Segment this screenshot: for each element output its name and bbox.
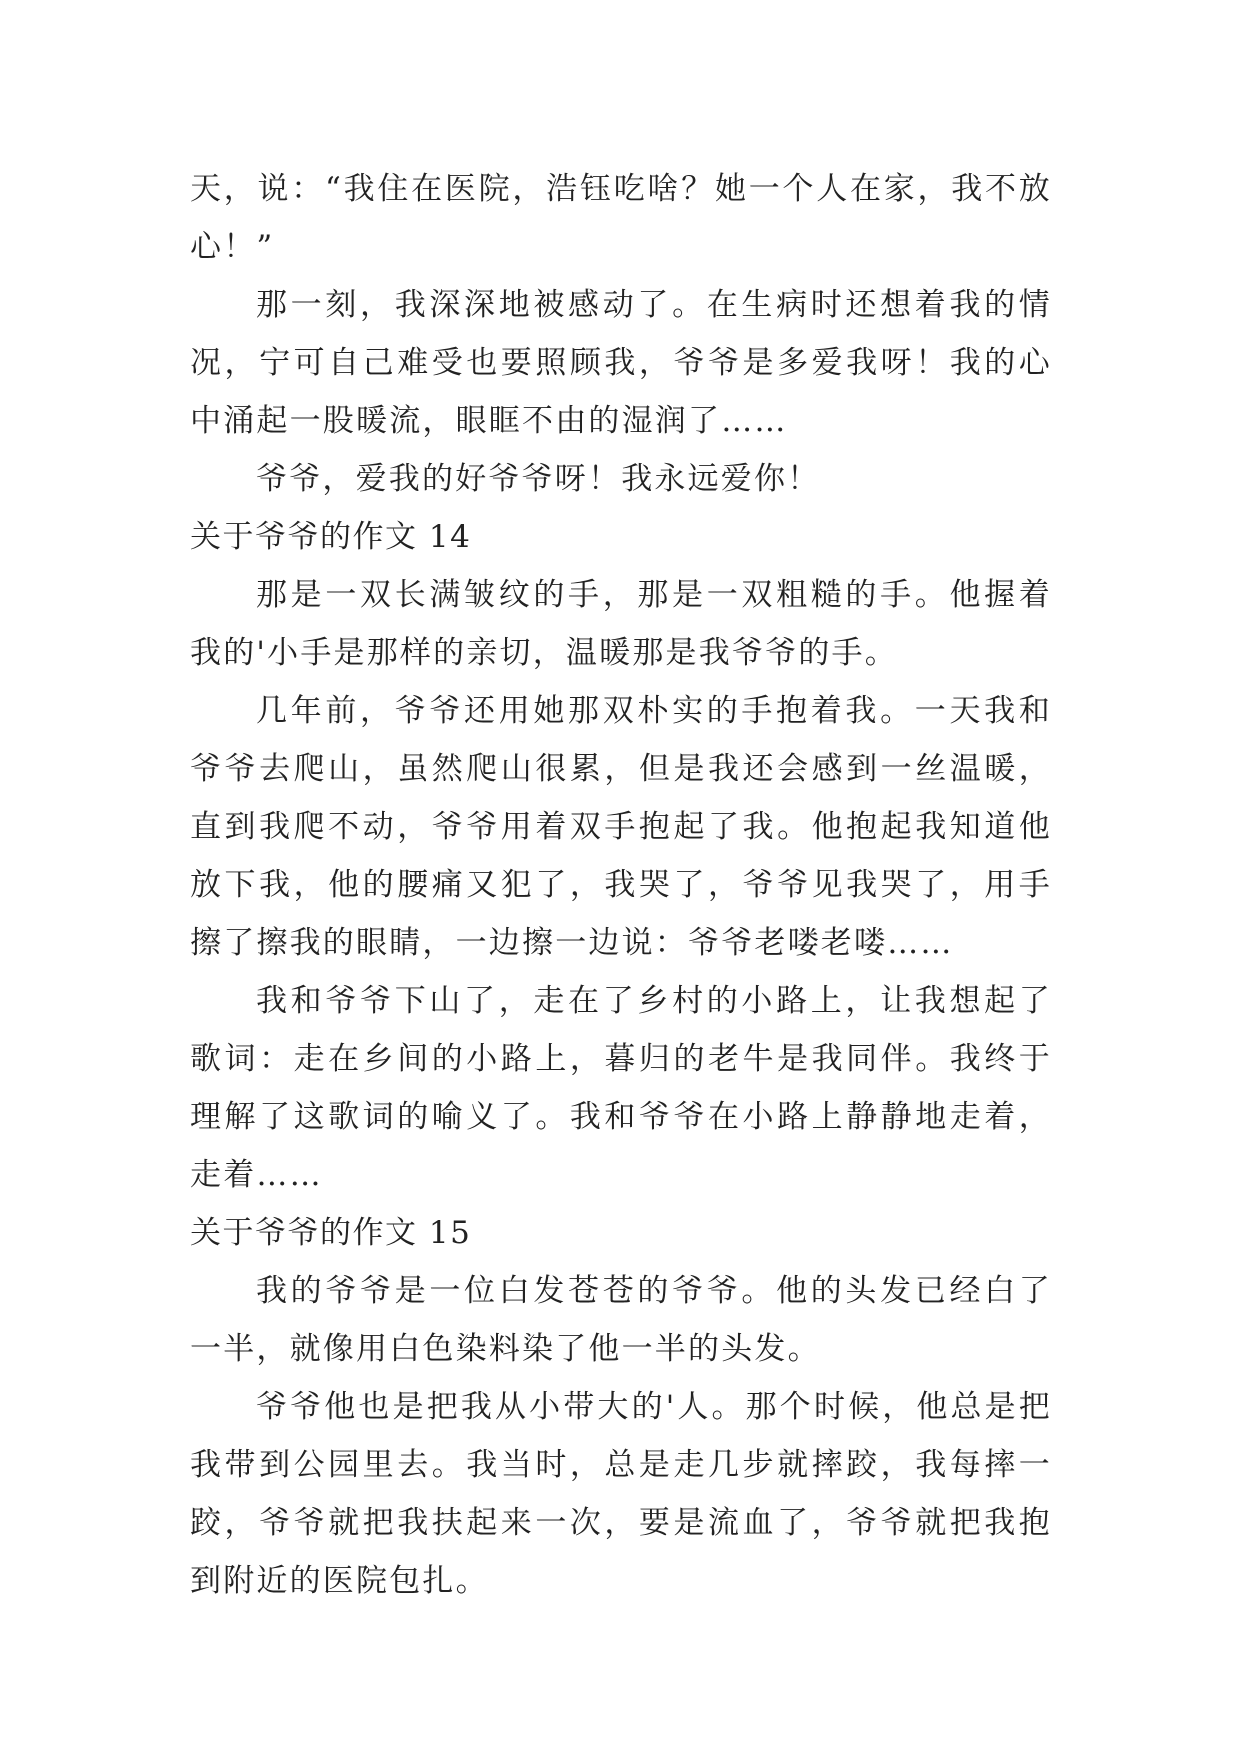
document-body (190, 160, 1052, 1610)
paragraph: 天，说：“我住在医院，浩钰吃啥？她一个人在家，我不放心！” (190, 171, 1052, 265)
paragraph: 爷爷他也是把我从小带大的'人。那个时候，他总是把我带到公园里去。我当时，总是走几步就摔跤，我每摔一跤，爷爷就把我扶起来一次，要是流血了，爷爷就把我抱到附近的医院包扎。 (190, 1389, 1052, 1599)
paragraph: 那是一双长满皱纹的手，那是一双粗糙的手。他握着我的'小手是那样的亲切，温暖那是我爷爷的手。 (190, 577, 1052, 671)
paragraph: 爷爷，爱我的好爷爷呀！我永远爱你！ (256, 461, 821, 497)
paragraph: 我的爷爷是一位白发苍苍的爷爷。他的头发已经白了一半，就像用白色染料染了他一半的头发。 (190, 1273, 1052, 1367)
paragraph: 几年前，爷爷还用她那双朴实的手抱着我。一天我和爷爷去爬山，虽然爬山很累，但是我还会感到一丝温暖，直到我爬不动，爷爷用着双手抱起了我。他抱起我知道他放下我，他的腰痛又犯了，我哭了，爷爷见我哭了，用手擦了擦我的眼睛，一边擦一边说：爷爷老喽老喽…… (190, 693, 1052, 961)
paragraph: 我和爷爷下山了，走在了乡村的小路上，让我想起了歌词：走在乡间的小路上，暮归的老牛是我同伴。我终于理解了这歌词的喻义了。我和爷爷在小路上静静地走着，走着…… (190, 983, 1052, 1193)
paragraph: 那一刻，我深深地被感动了。在生病时还想着我的情况，宁可自己难受也要照顾我，爷爷是多爱我呀！我的心中涌起一股暖流，眼眶不由的湿润了…… (190, 287, 1052, 439)
essay-heading-15: 关于爷爷的作文 15 (190, 1215, 472, 1251)
essay-heading-14: 关于爷爷的作文 14 (190, 519, 472, 555)
